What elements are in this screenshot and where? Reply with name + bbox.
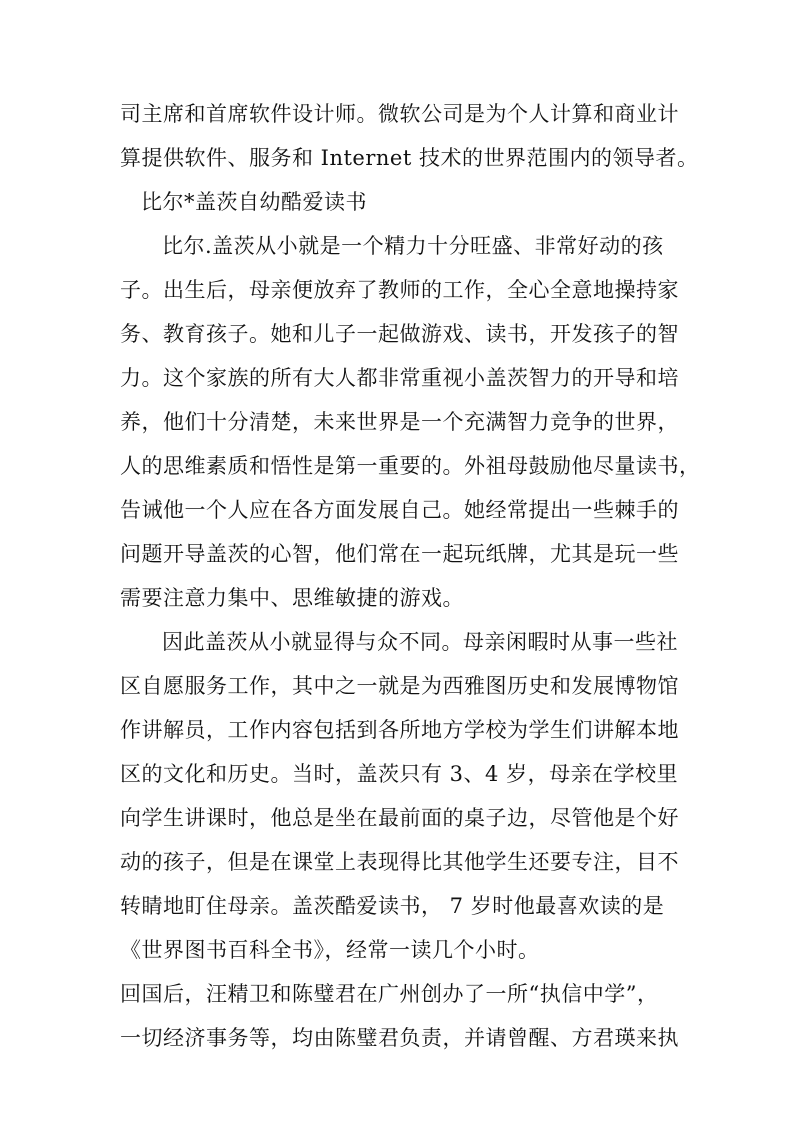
text-line: 区自愿服务工作，其中之一就是为西雅图历史和发展博物馆 [120, 674, 679, 698]
text-line: 务、教育孩子。她和儿子一起做游戏、读书，开发孩子的智 [120, 322, 679, 346]
text-line: 养，他们十分清楚，未来世界是一个充满智力竞争的世界， [120, 410, 679, 434]
text-line: 问题开导盖茨的心智，他们常在一起玩纸牌，尤其是玩一些 [120, 542, 679, 566]
text-line: 《世界图书百科全书》，经常一读几个小时。 [120, 938, 540, 962]
text-line: 因此盖茨从小就显得与众不同。母亲闲暇时从事一些社 [162, 630, 678, 654]
text-line: 力。这个家族的所有大人都非常重视小盖茨智力的开导和培 [120, 366, 679, 390]
text-line: 子。出生后，母亲便放弃了教师的工作，全心全意地操持家 [120, 278, 679, 302]
text-line: 作讲解员，工作内容包括到各所地方学校为学生们讲解本地 [120, 718, 679, 742]
text-line: 向学生讲课时，他总是坐在最前面的桌子边，尽管他是个好 [120, 806, 679, 830]
text-line: 一切经济事务等，均由陈璧君负责，并请曾醒、方君瑛来执 [120, 1026, 679, 1050]
text-line: 区的文化和历史。当时，盖茨只有 3、4 岁，母亲在学校里 [120, 762, 679, 786]
text-line: 动的孩子，但是在课堂上表现得比其他学生还要专注，目不 [120, 850, 679, 874]
text-line: 需要注意力集中、思维敏捷的游戏。 [120, 586, 464, 610]
text-line: 比尔.盖茨从小就是一个精力十分旺盛、非常好动的孩 [162, 234, 664, 258]
text-line: 司主席和首席软件设计师。微软公司是为个人计算和商业计 [120, 102, 679, 126]
text-line: 转睛地盯住母亲。盖茨酷爱读书， 7 岁时他最喜欢读的是 [120, 894, 665, 918]
section-heading: 比尔*盖茨自幼酷爱读书 [141, 190, 367, 214]
text-line: 告诫他一个人应在各方面发展自己。她经常提出一些棘手的 [120, 498, 679, 522]
text-line: 人的思维素质和悟性是第一重要的。外祖母鼓励他尽量读书， [120, 454, 701, 478]
text-line: 算提供软件、服务和 Internet 技术的世界范围内的领导者。 [120, 146, 699, 170]
text-line: 回国后，汪精卫和陈璧君在广州创办了一所“执信中学”， [120, 982, 659, 1006]
